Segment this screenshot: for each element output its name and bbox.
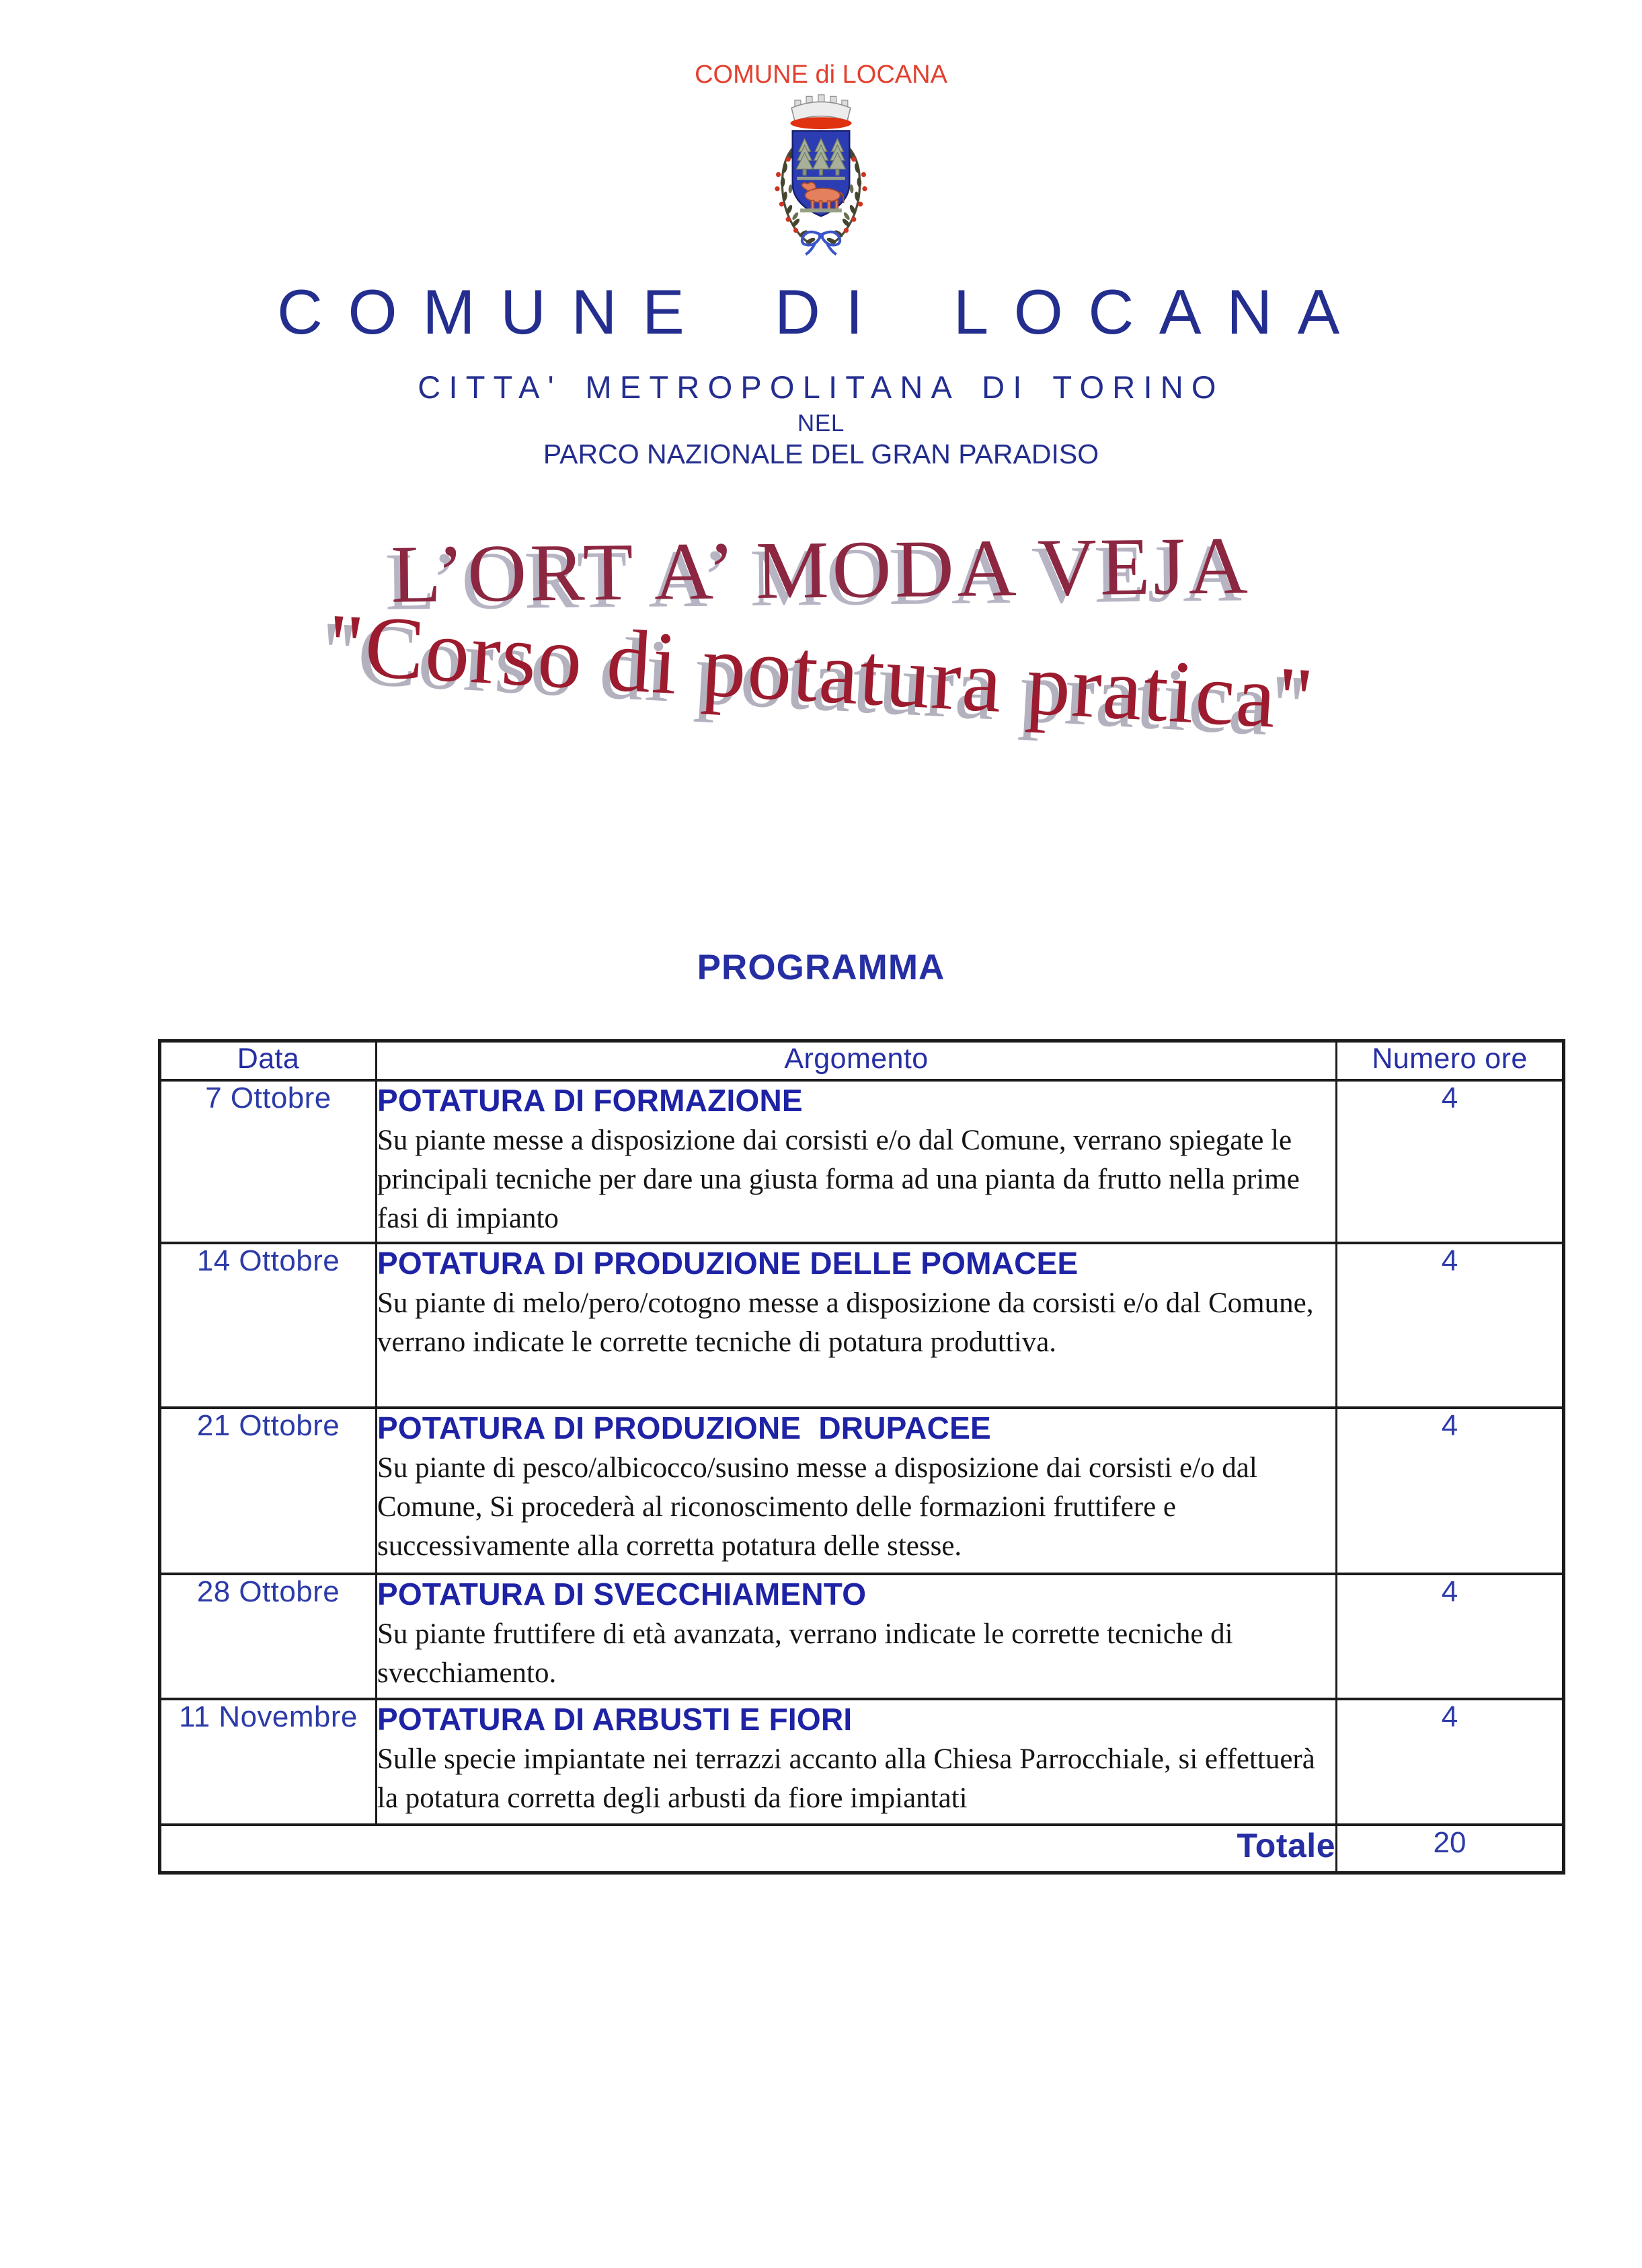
row-title: POTATURA DI FORMAZIONE (377, 1082, 803, 1118)
column-header-data: Data (160, 1041, 377, 1080)
row-title: POTATURA DI PRODUZIONE DRUPACEE (377, 1410, 991, 1445)
program-table (158, 1039, 1565, 1875)
crown-icon (790, 95, 851, 129)
column-header-numero-ore: Numero ore (1337, 1041, 1564, 1080)
table-row (160, 1243, 1564, 1408)
page-title: COMUNE DI LOCANA (277, 276, 1365, 347)
table-row (160, 1408, 1564, 1574)
row-date: 7 Ottobre (160, 1080, 377, 1243)
row-hours: 4 (1337, 1080, 1564, 1243)
course-title-line2: "Corso di potatura pratica" (325, 595, 1317, 749)
row-hours: 4 (1337, 1243, 1564, 1408)
subtitle-nel: NEL (797, 410, 845, 437)
column-header-argomento: Argomento (377, 1041, 1337, 1080)
row-description: Su piante fruttifere di età avanzata, verrano indicate le corrette tecniche di svecchiamento. (377, 1618, 1233, 1689)
total-row (160, 1825, 1564, 1873)
emblem (0, 62, 1642, 261)
table-header-row (160, 1041, 1564, 1080)
subtitle-park: PARCO NAZIONALE DEL GRAN PARADISO (543, 439, 1099, 469)
emblem-caption: COMUNE di LOCANA (695, 61, 947, 89)
row-argomento (377, 1574, 1337, 1699)
row-date: 28 Ottobre (160, 1574, 377, 1699)
table-row (160, 1574, 1564, 1699)
row-description: Sulle specie impiantate nei terrazzi accanto alla Chiesa Parrocchiale, si effettuerà la potatura corretta degli arbusti da fiore impiantati (377, 1743, 1315, 1814)
table-row (160, 1080, 1564, 1243)
row-date: 11 Novembre (160, 1699, 377, 1825)
row-description: Su piante messe a disposizione dai corsisti e/o dal Comune, verrano spiegate le principali tecniche per dare una giusta forma ad una pianta da frutto nella prime fasi di impianto (377, 1124, 1300, 1234)
table-row (160, 1699, 1564, 1825)
row-hours: 4 (1337, 1408, 1564, 1574)
subtitle-metropolitan-city: CITTA' METROPOLITANA DI TORINO (418, 369, 1224, 405)
row-description: Su piante di melo/pero/cotogno messe a disposizione da corsisti e/o dal Comune, verrano indicate le corrette tecniche di potatura produttiva. (377, 1287, 1314, 1358)
course-title-line1: L’ORT A’ MODA VEJA (390, 520, 1252, 620)
row-argomento (377, 1408, 1337, 1574)
program-heading: PROGRAMMA (697, 948, 945, 987)
row-hours: 4 (1337, 1574, 1564, 1699)
row-hours: 4 (1337, 1699, 1564, 1825)
fir-trees-icon (796, 139, 845, 175)
total-label: Totale (160, 1825, 1337, 1873)
row-argomento (377, 1080, 1337, 1243)
row-description: Su piante di pesco/albicocco/susino messe a disposizione dai corsisti e/o dal Comune, Si procederà al riconoscimento delle formazioni fruttifere e successivamente alla corretta potatura delle stesse. (377, 1451, 1257, 1562)
shield-icon (793, 131, 850, 217)
row-argomento (377, 1699, 1337, 1825)
row-date: 14 Ottobre (160, 1243, 377, 1408)
row-title: POTATURA DI PRODUZIONE DELLE POMACEE (377, 1245, 1079, 1281)
row-date: 21 Ottobre (160, 1408, 377, 1574)
row-title: POTATURA DI ARBUSTI E FIORI (377, 1701, 853, 1737)
total-hours: 20 (1337, 1825, 1564, 1873)
row-argomento (377, 1243, 1337, 1408)
municipal-coat-of-arms-icon (739, 91, 903, 261)
row-title: POTATURA DI SVECCHIAMENTO (377, 1576, 867, 1612)
